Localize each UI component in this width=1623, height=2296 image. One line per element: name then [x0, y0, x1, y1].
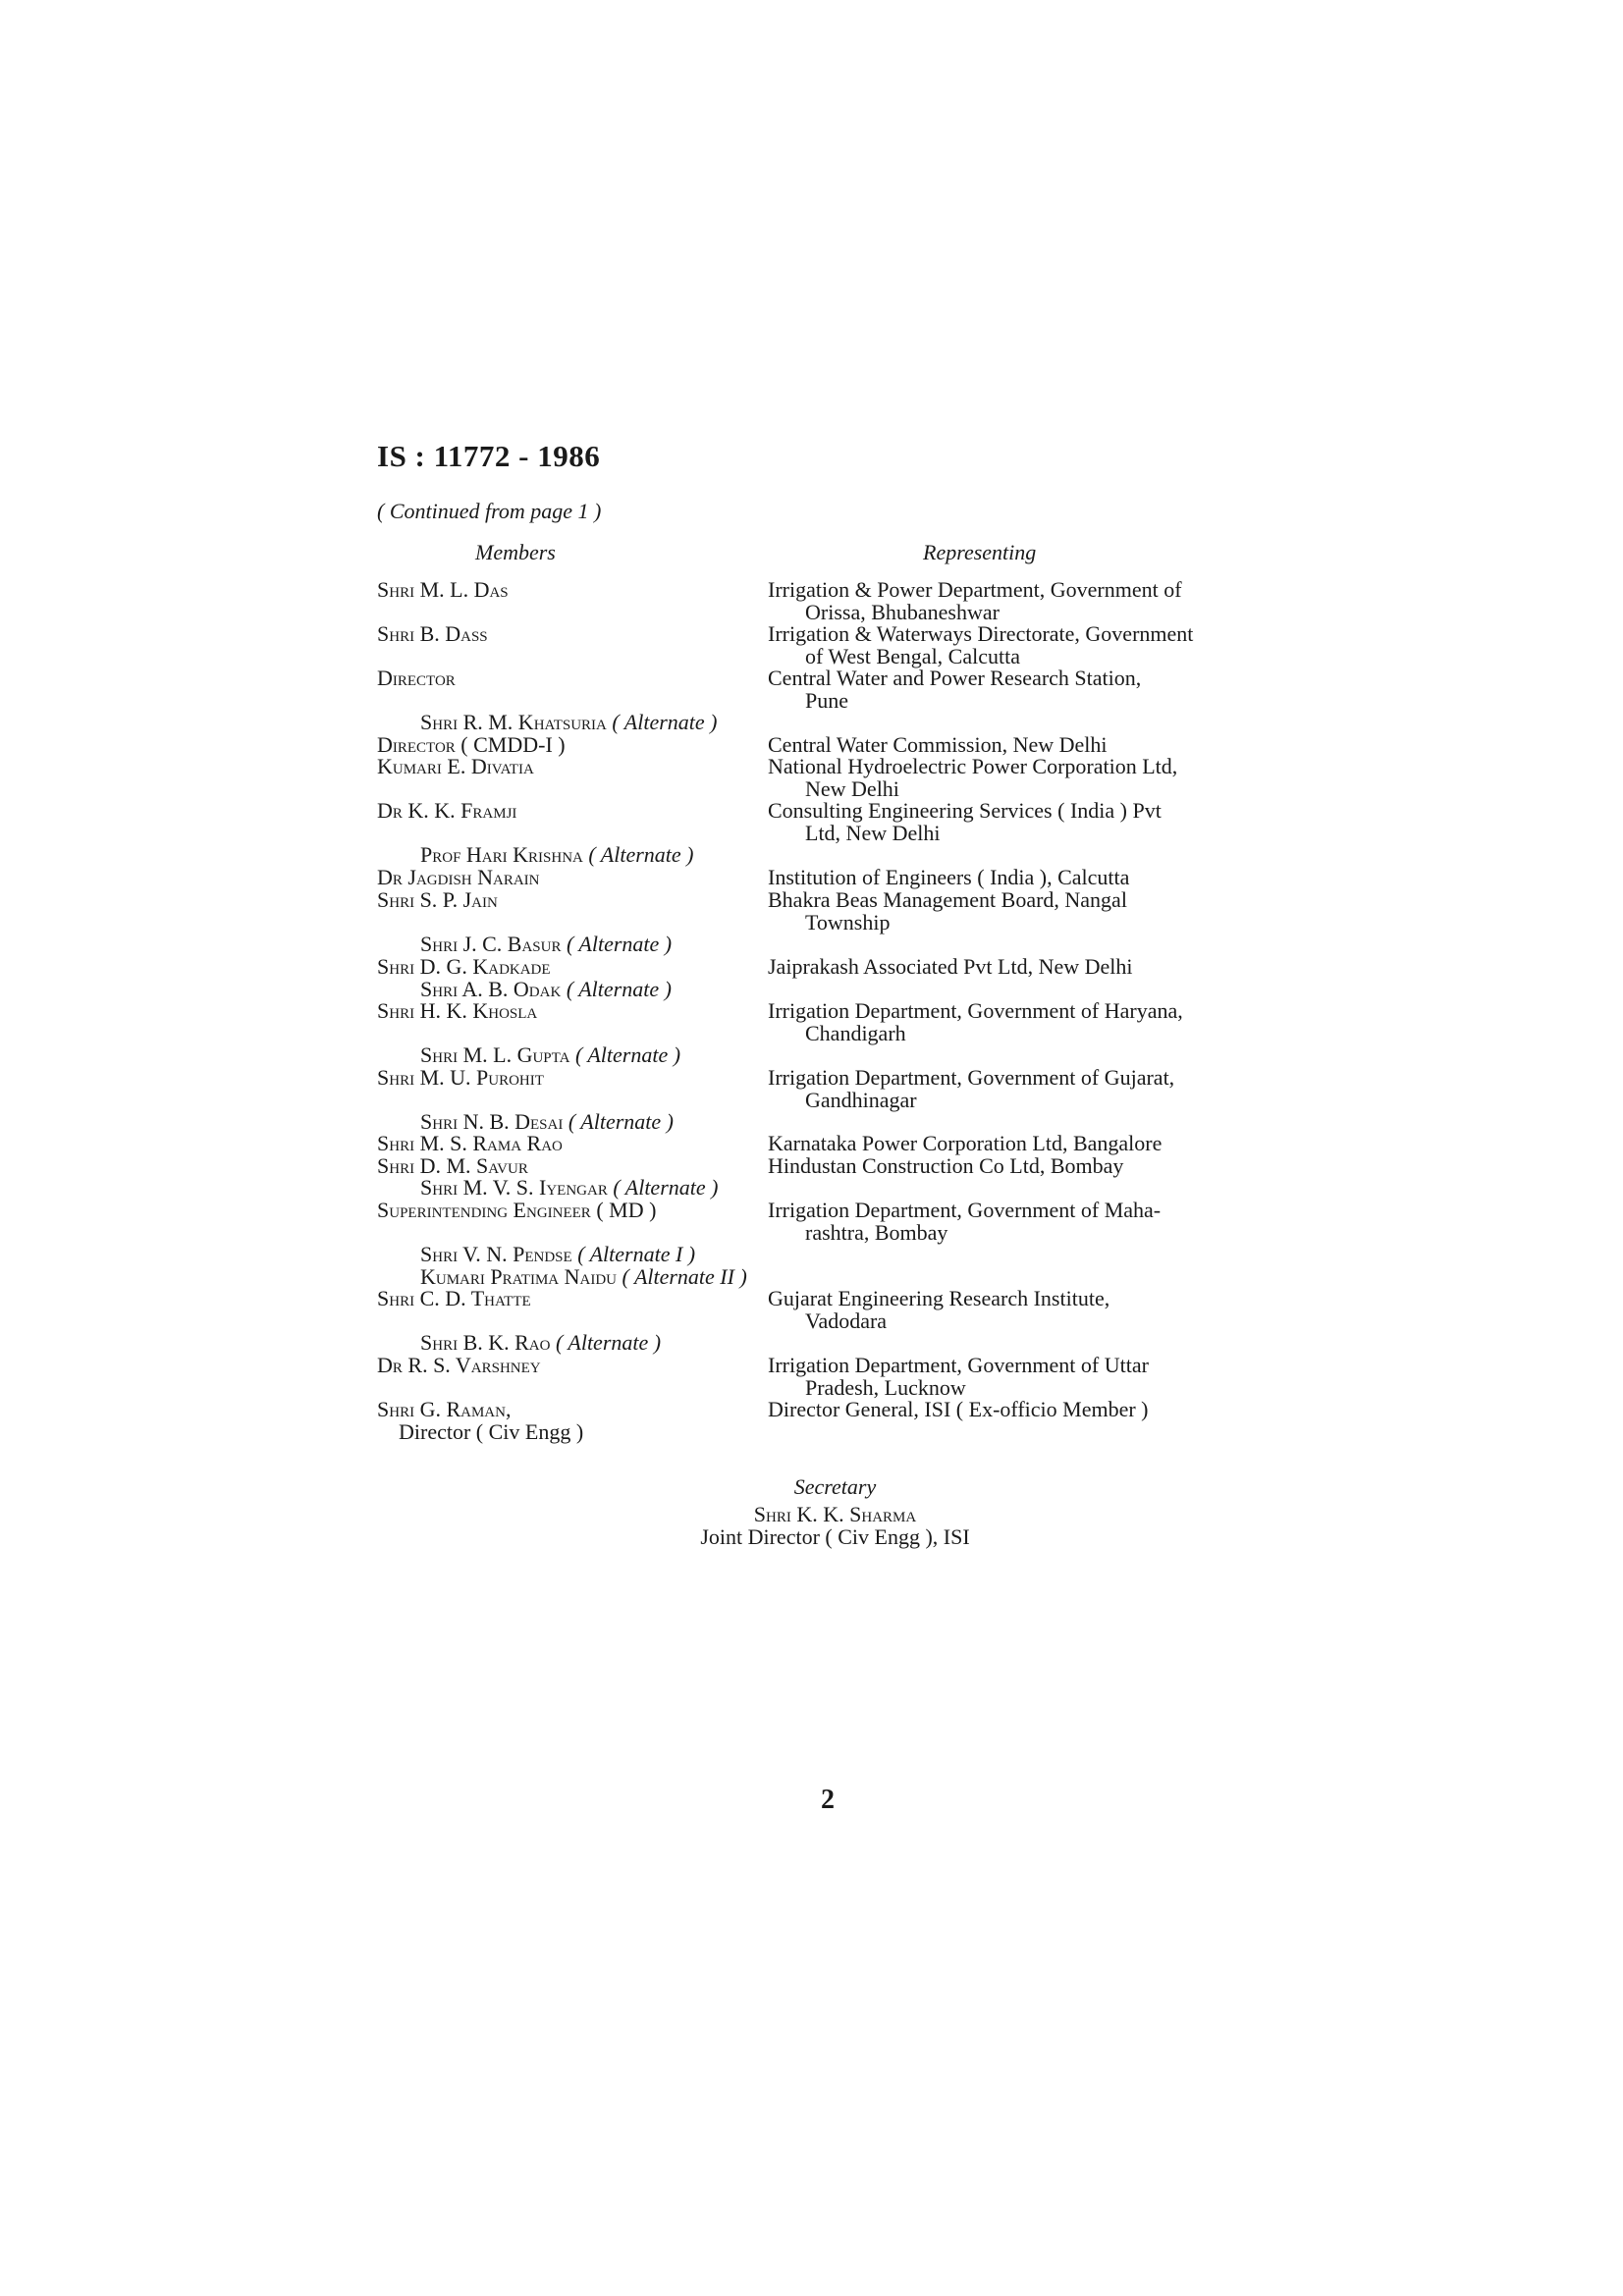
representing-org — [768, 1155, 1286, 1178]
member-name-text: Shri A. B. Odak — [420, 977, 562, 1001]
org-line: Jaiprakash Associated Pvt Ltd, New Delhi — [768, 954, 1133, 979]
org-line: Chandigarh — [805, 1020, 906, 1045]
member-name — [377, 1067, 544, 1090]
representing-org — [768, 623, 1286, 667]
member-name — [420, 1177, 718, 1200]
org-line: Irrigation & Waterways Directorate, Government — [768, 621, 1194, 646]
member-name — [420, 934, 672, 956]
page-number: 2 — [821, 1785, 835, 1815]
member-name-text: Dr K. K. Framji — [377, 798, 517, 823]
org-line: rashtra, Bombay — [805, 1219, 948, 1245]
alternate-note: ( Alternate ) — [606, 710, 718, 734]
member-name-text: Shri D. M. Savur — [377, 1153, 528, 1178]
member-name-text: Shri R. M. Khatsuria — [420, 710, 607, 734]
org-line: Township — [805, 909, 891, 934]
member-name-text: Shri V. N. Pendse — [420, 1242, 572, 1266]
org-line: National Hydroelectric Power Corporation Ltd, — [768, 754, 1178, 778]
alternate-note: ( Alternate ) — [569, 1042, 681, 1067]
alternate-note: ( Alternate ) — [607, 1175, 719, 1200]
member-name — [377, 756, 534, 778]
org-line: Gandhinagar — [805, 1087, 917, 1112]
member-name-text: Superintending Engineer ( MD ) — [377, 1198, 657, 1222]
alternate-note: ( Alternate ) — [563, 1109, 674, 1134]
column-heading-representing: Representing — [923, 540, 1037, 564]
org-line: Ltd, New Delhi — [805, 820, 941, 845]
member-name-text: Director — [377, 666, 456, 690]
member-name — [377, 667, 456, 690]
member-name — [420, 1244, 695, 1266]
org-line: Central Water and Power Research Station, — [768, 666, 1142, 690]
member-designation: Director ( Civ Engg ) — [399, 1419, 584, 1444]
representing-org — [768, 956, 1286, 979]
member-name-text: Kumari E. Divatia — [377, 754, 534, 778]
member-name-text: Shri M. S. Rama Rao — [377, 1131, 563, 1155]
org-line: Hindustan Construction Co Ltd, Bombay — [768, 1153, 1124, 1178]
representing-org — [768, 579, 1286, 623]
member-name — [420, 1332, 661, 1355]
representing-org — [768, 867, 1286, 889]
alternate-note: ( Alternate ) — [582, 842, 694, 867]
secretary-name: Shri K. K. Sharma — [753, 1502, 917, 1526]
org-line: Gujarat Engineering Research Institute, — [768, 1286, 1110, 1310]
org-line: Bhakra Beas Management Board, Nangal — [768, 887, 1127, 912]
member-name-text: Director ( CMDD-I ) — [377, 732, 566, 757]
member-name — [377, 889, 498, 912]
representing-org — [768, 1000, 1286, 1044]
member-name-text: Shri M. L. Das — [377, 577, 509, 602]
alternate-note: ( Alternate I ) — [571, 1242, 696, 1266]
member-name-text: Shri J. C. Basur — [420, 932, 562, 956]
alternate-note: ( Alternate ) — [550, 1330, 662, 1355]
org-line: Irrigation & Power Department, Government of — [768, 577, 1182, 602]
member-name — [377, 1399, 511, 1421]
alternate-note: ( Alternate II ) — [617, 1264, 747, 1289]
member-name-text: Shri H. K. Khosla — [377, 998, 538, 1023]
member-name — [377, 579, 509, 602]
member-name — [420, 844, 694, 867]
representing-org — [768, 1067, 1286, 1111]
member-name — [377, 956, 551, 979]
member-name-text: Shri B. Dass — [377, 621, 488, 646]
org-line: Pune — [805, 687, 848, 713]
standard-header: IS : 11772 - 1986 — [377, 439, 601, 473]
org-line: Pradesh, Lucknow — [805, 1374, 966, 1400]
representing-org — [768, 1133, 1286, 1155]
representing-org — [768, 667, 1286, 712]
member-name — [377, 623, 488, 646]
org-line: Karnataka Power Corporation Ltd, Bangalore — [768, 1131, 1163, 1155]
member-name — [377, 800, 516, 823]
member-name-text: Shri C. D. Thatte — [377, 1286, 531, 1310]
member-name — [377, 1288, 531, 1310]
continued-note: ( Continued from page 1 ) — [377, 499, 602, 523]
org-line: Vadodara — [805, 1308, 888, 1333]
org-line: Consulting Engineering Services ( India ) Pvt — [768, 798, 1162, 823]
secretary-label: Secretary — [793, 1474, 877, 1499]
representing-org — [768, 1355, 1286, 1399]
member-name-text: Shri M. L. Gupta — [420, 1042, 570, 1067]
column-heading-members: Members — [475, 540, 556, 564]
org-line: Institution of Engineers ( India ), Calcutta — [768, 865, 1130, 889]
alternate-note: ( Alternate ) — [561, 932, 673, 956]
member-name — [420, 1044, 680, 1067]
secretary-title: Joint Director ( Civ Engg ), ISI — [700, 1524, 970, 1549]
member-name-text: Shri G. Raman, — [377, 1397, 512, 1421]
member-name-text: Prof Hari Krishna — [420, 842, 583, 867]
org-line: Irrigation Department, Government of Uttar — [768, 1353, 1149, 1377]
member-name-text: Shri N. B. Desai — [420, 1109, 564, 1134]
member-name-text: Dr Jagdish Narain — [377, 865, 540, 889]
member-name — [377, 1200, 656, 1222]
alternate-note: ( Alternate ) — [561, 977, 672, 1001]
member-name-text: Shri B. K. Rao — [420, 1330, 551, 1355]
representing-org — [768, 800, 1286, 844]
member-name — [377, 1133, 563, 1155]
representing-org — [768, 1288, 1286, 1332]
representing-org — [768, 756, 1286, 800]
member-name — [420, 712, 718, 734]
representing-org — [768, 1399, 1286, 1421]
member-name-text: Shri S. P. Jain — [377, 887, 498, 912]
org-line: Irrigation Department, Government of Maha- — [768, 1198, 1162, 1222]
org-line: of West Bengal, Calcutta — [805, 643, 1020, 668]
member-name-text: Kumari Pratima Naidu — [420, 1264, 618, 1289]
org-line: Central Water Commission, New Delhi — [768, 732, 1108, 757]
org-line: Orissa, Bhubaneshwar — [805, 599, 1000, 624]
org-line: Irrigation Department, Government of Haryana, — [768, 998, 1183, 1023]
org-line: Director General, ISI ( Ex-officio Member ) — [768, 1397, 1149, 1421]
org-line: Irrigation Department, Government of Gujarat, — [768, 1065, 1175, 1090]
member-name — [377, 1355, 541, 1377]
member-name-text: Shri M. U. Purohit — [377, 1065, 544, 1090]
representing-org — [768, 1200, 1286, 1244]
member-name-text: Shri M. V. S. Iyengar — [420, 1175, 608, 1200]
member-name-text: Dr R. S. Varshney — [377, 1353, 541, 1377]
representing-org — [768, 889, 1286, 934]
member-name — [377, 1000, 537, 1023]
member-name-text: Shri D. G. Kadkade — [377, 954, 551, 979]
member-name — [377, 867, 540, 889]
org-line: New Delhi — [805, 775, 899, 801]
